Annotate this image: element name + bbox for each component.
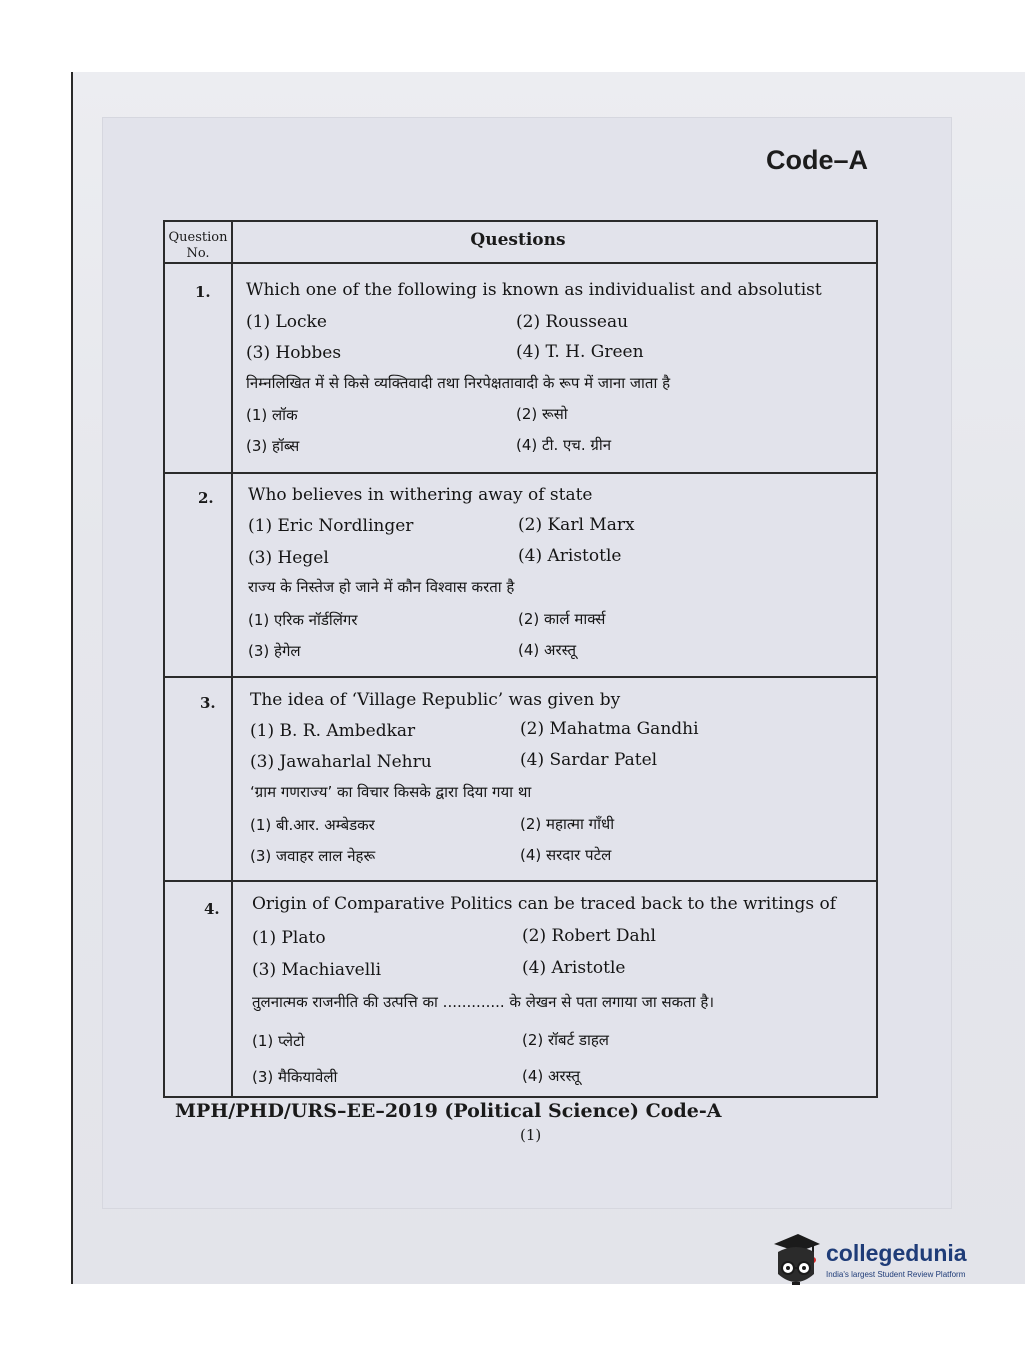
brand-name: collegedunia <box>826 1240 967 1266</box>
question-text-hindi: तुलनात्मक राजनीति की उत्पत्ति का ............. के लेखन से पता लगाया जा सकता है। <box>252 993 715 1011</box>
option-hindi: (4) अरस्तू <box>522 1067 580 1085</box>
question-text-english: Origin of Comparative Politics can be traced back to the writings of <box>252 894 837 914</box>
option-hindi: (2) महात्मा गाँधी <box>520 815 615 833</box>
question-number: 4. <box>204 900 220 918</box>
option-english: (1) Eric Nordlinger <box>248 516 414 536</box>
option-english: (3) Hobbes <box>246 343 342 363</box>
option-english: (2) Rousseau <box>516 312 629 332</box>
brand-tagline: India's largest Student Review Platform <box>826 1270 966 1279</box>
option-english: (3) Jawaharlal Nehru <box>250 752 432 772</box>
question-text-english: Who believes in withering away of state <box>248 485 593 505</box>
question-text-english: The idea of ‘Village Republic’ was given by <box>250 690 621 710</box>
option-hindi: (2) रॉबर्ट डाहल <box>522 1031 609 1049</box>
collegedunia-logo[interactable] <box>768 1230 998 1300</box>
option-english: (2) Robert Dahl <box>522 926 656 946</box>
question-text-hindi: राज्य के निस्तेज हो जाने में कौन विश्वास करता है <box>248 578 515 596</box>
column-header-questions: Questions <box>470 230 566 250</box>
option-hindi: (1) लॉक <box>246 406 298 424</box>
option-english: (1) Locke <box>246 312 327 332</box>
column-header-question-no: Question No. <box>168 230 228 261</box>
option-hindi: (2) रूसो <box>516 405 568 423</box>
question-number: 2. <box>198 489 214 507</box>
option-hindi: (3) जवाहर लाल नेहरू <box>250 847 376 865</box>
option-english: (1) Plato <box>252 928 326 948</box>
option-hindi: (4) अरस्तू <box>518 641 576 659</box>
paper-code: Code–A <box>766 145 869 175</box>
option-hindi: (3) हॉब्स <box>246 437 300 455</box>
question-text-hindi: ‘ग्राम गणराज्य’ का विचार किसके द्वारा दिया गया था <box>250 783 532 801</box>
question-number: 3. <box>200 694 216 712</box>
option-hindi: (1) बी.आर. अम्बेडकर <box>250 816 375 834</box>
question-text-hindi: निम्नलिखित में से किसे व्यक्तिवादी तथा निरपेक्षतावादी के रूप में जाना जाता है <box>246 374 671 392</box>
page-number: (1) <box>520 1126 542 1144</box>
paper-footer: MPH/PHD/URS–EE–2019 (Political Science) Code-A <box>175 1100 722 1122</box>
option-english: (2) Mahatma Gandhi <box>520 719 699 739</box>
option-hindi: (3) मैकियावेली <box>252 1068 338 1086</box>
question-number: 1. <box>195 283 211 301</box>
option-english: (4) Sardar Patel <box>520 750 658 770</box>
option-english: (4) Aristotle <box>518 546 622 566</box>
option-hindi: (4) सरदार पटेल <box>520 846 612 864</box>
option-hindi: (1) प्लेटो <box>252 1032 305 1050</box>
option-hindi: (3) हेगेल <box>248 642 301 660</box>
option-hindi: (4) टी. एच. ग्रीन <box>516 436 612 454</box>
option-english: (2) Karl Marx <box>518 515 635 535</box>
student-mascot-icon <box>768 1230 824 1300</box>
option-english: (3) Hegel <box>248 548 329 568</box>
option-english: (4) Aristotle <box>522 958 626 978</box>
option-hindi: (1) एरिक नॉर्डलिंगर <box>248 611 358 629</box>
option-english: (4) T. H. Green <box>516 342 644 362</box>
option-hindi: (2) कार्ल मार्क्स <box>518 610 606 628</box>
option-english: (1) B. R. Ambedkar <box>250 721 416 741</box>
question-text-english: Which one of the following is known as individualist and absolutist <box>246 280 822 300</box>
option-english: (3) Machiavelli <box>252 960 382 980</box>
